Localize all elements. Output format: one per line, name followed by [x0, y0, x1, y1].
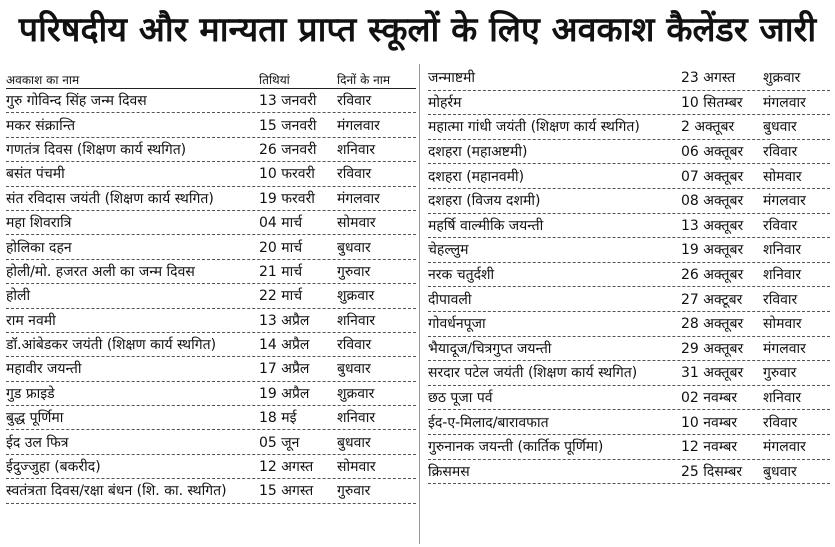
- headline: परिषदीय और मान्यता प्राप्त स्कूलों के लिए अवकाश कैलेंडर जारी: [18, 10, 817, 50]
- holiday-date: 28 अक्तूबर: [681, 316, 744, 333]
- holiday-date: 15 जनवरी: [259, 117, 317, 134]
- holiday-day: रविवार: [763, 291, 798, 308]
- holiday-day: शुक्रवार: [763, 70, 801, 87]
- holiday-date: 07 अक्तूबर: [681, 168, 744, 185]
- table-row: [6, 138, 416, 162]
- table-row: [428, 91, 830, 116]
- holiday-day: रविवार: [763, 144, 798, 161]
- holiday-name: दशहरा (महाअष्टमी): [428, 144, 528, 161]
- table-row: [6, 455, 416, 479]
- holiday-date: 26 अक्तूबर: [681, 267, 744, 284]
- holiday-table-right: [428, 66, 830, 484]
- table-row: [6, 260, 416, 284]
- holiday-name: दशहरा (विजय दशमी): [428, 193, 541, 210]
- holiday-name: जन्माष्टमी: [428, 70, 476, 87]
- holiday-day: रविवार: [763, 217, 798, 234]
- holiday-date: 10 फरवरी: [259, 166, 315, 183]
- table-row: [6, 211, 416, 235]
- table-row: [6, 162, 416, 186]
- holiday-date: 06 अक्तूबर: [681, 144, 744, 161]
- holiday-name: छठ पूजा पर्व: [428, 390, 493, 407]
- table-row: [6, 89, 416, 113]
- holiday-name: मकर संक्रान्ति: [6, 117, 76, 134]
- holiday-name: सरदार पटेल जयंती (शिक्षण कार्य स्थगित): [428, 365, 638, 382]
- table-row: [6, 479, 416, 503]
- holiday-date: 12 नवम्बर: [681, 439, 738, 456]
- holiday-name: होली/मो. हजरत अली का जन्म दिवस: [6, 263, 195, 280]
- holiday-date: 19 अप्रैल: [259, 385, 310, 402]
- holiday-day: शनिवार: [337, 312, 376, 329]
- holiday-day: मंगलवार: [337, 117, 380, 134]
- table-row: [6, 235, 416, 259]
- table-row: [6, 113, 416, 137]
- holiday-name: संत रविदास जयंती (शिक्षण कार्य स्थगित): [6, 190, 214, 207]
- holiday-date: 19 अक्तूबर: [681, 242, 744, 259]
- table-row: [428, 214, 830, 239]
- holiday-date: 08 अक्तूबर: [681, 193, 744, 210]
- holiday-name: ईद-ए-मिलाद/बारावफात: [428, 414, 549, 431]
- table-row: [6, 430, 416, 454]
- holiday-name: महा शिवरात्रि: [6, 215, 72, 232]
- holiday-name: गुरुनानक जयन्ती (कार्तिक पूर्णिमा): [428, 439, 604, 456]
- holiday-name: गणतंत्र दिवस (शिक्षण कार्य स्थगित): [6, 141, 187, 158]
- holiday-name: गोवर्धनपूजा: [428, 316, 486, 333]
- holiday-date: 23 अगस्त: [681, 70, 736, 87]
- holiday-date: 13 अक्तूबर: [681, 217, 744, 234]
- holiday-date: 05 जून: [259, 434, 300, 451]
- holiday-day: शनिवार: [337, 410, 376, 427]
- holiday-name: दशहरा (महानवमी): [428, 168, 525, 185]
- holiday-name: महावीर जयन्ती: [6, 361, 82, 378]
- holiday-date: 12 अगस्त: [259, 459, 314, 476]
- holiday-day: बुधवार: [337, 434, 371, 451]
- holiday-day: सोमवार: [763, 168, 802, 185]
- table-row: [428, 361, 830, 386]
- table-row: [428, 287, 830, 312]
- table-row: [428, 164, 830, 189]
- holiday-name: ईद उल फित्र: [6, 434, 69, 451]
- holiday-date: 25 दिसम्बर: [681, 463, 743, 480]
- holiday-day: मंगलवार: [763, 439, 806, 456]
- holiday-date: 18 मई: [259, 410, 297, 427]
- holiday-name: दीपावली: [428, 291, 472, 308]
- table-row: [428, 115, 830, 140]
- holiday-date: 13 अप्रैल: [259, 312, 310, 329]
- holiday-day: बुधवार: [763, 463, 797, 480]
- holiday-day: मंगलवार: [763, 340, 806, 357]
- table-row: [6, 333, 416, 357]
- column-divider: [419, 64, 420, 544]
- table-row: [428, 386, 830, 411]
- holiday-day: रविवार: [337, 93, 372, 110]
- holiday-day: मंगलवार: [763, 193, 806, 210]
- holiday-day: शनिवार: [763, 242, 802, 259]
- holiday-day: मंगलवार: [763, 94, 806, 111]
- holiday-date: 26 जनवरी: [259, 141, 317, 158]
- holiday-date: 13 जनवरी: [259, 93, 317, 110]
- holiday-date: 22 मार्च: [259, 288, 303, 305]
- holiday-date: 15 अगस्त: [259, 483, 314, 500]
- table-header: [6, 66, 416, 89]
- holiday-name: गुरु गोविन्द सिंह जन्म दिवस: [6, 93, 147, 110]
- holiday-date: 31 अक्तूबर: [681, 365, 744, 382]
- table-row: [6, 284, 416, 308]
- holiday-day: सोमवार: [763, 316, 802, 333]
- holiday-name: महर्षि वाल्मीकि जयन्ती: [428, 217, 544, 234]
- holiday-day: शुक्रवार: [337, 288, 375, 305]
- holiday-day: रविवार: [337, 337, 372, 354]
- table-row: [428, 189, 830, 214]
- table-row: [6, 382, 416, 406]
- holiday-day: मंगलवार: [337, 190, 380, 207]
- holiday-day: शनिवार: [763, 267, 802, 284]
- holiday-day: बुधवार: [337, 239, 371, 256]
- holiday-name: स्वतंत्रता दिवस/रक्षा बंधन (शि. का. स्थगित): [6, 483, 227, 500]
- table-row: [428, 460, 830, 485]
- holiday-date: 19 फरवरी: [259, 190, 315, 207]
- holiday-name: होलिका दहन: [6, 239, 72, 256]
- holiday-date: 04 मार्च: [259, 215, 303, 232]
- holiday-day: सोमवार: [337, 215, 376, 232]
- holiday-date: 10 सितम्बर: [681, 94, 743, 111]
- holiday-rows-left: [6, 89, 416, 504]
- holiday-date: 20 मार्च: [259, 239, 303, 256]
- holiday-day: गुरुवार: [337, 263, 371, 280]
- holiday-name: चेहल्लुम: [428, 242, 469, 259]
- holiday-date: 17 अप्रैल: [259, 361, 310, 378]
- table-row: [428, 140, 830, 165]
- holiday-table-left: [6, 66, 416, 504]
- holiday-name: महात्मा गांधी जयंती (शिक्षण कार्य स्थगित): [428, 119, 640, 136]
- holiday-rows-right: [428, 66, 830, 484]
- holiday-date: 21 मार्च: [259, 263, 303, 280]
- holiday-day: गुरुवार: [763, 365, 797, 382]
- table-row: [6, 406, 416, 430]
- holiday-date: 02 नवम्बर: [681, 390, 738, 407]
- table-row: [428, 263, 830, 288]
- table-row: [428, 66, 830, 91]
- holiday-date: 14 अप्रैल: [259, 337, 310, 354]
- table-row: [6, 309, 416, 333]
- holiday-name: बुद्ध पूर्णिमा: [6, 410, 64, 427]
- holiday-name: गुड फ्राइडे: [6, 385, 55, 402]
- header-date: तिथियां: [259, 73, 290, 87]
- table-row: [428, 238, 830, 263]
- holiday-name: होली: [6, 288, 31, 305]
- holiday-day: रविवार: [337, 166, 372, 183]
- table-row: [6, 357, 416, 381]
- holiday-name: नरक चतुर्दशी: [428, 267, 495, 284]
- header-day-name: दिनों के नाम: [337, 73, 391, 87]
- holiday-name: डॉ.आंबेडकर जयंती (शिक्षण कार्य स्थगित): [6, 337, 217, 354]
- holiday-day: रविवार: [763, 414, 798, 431]
- table-row: [428, 312, 830, 337]
- holiday-day: सोमवार: [337, 459, 376, 476]
- holiday-name: ईदुज्जुहा (बकरीद): [6, 459, 101, 476]
- holiday-day: बुधवार: [763, 119, 797, 136]
- holiday-day: शनिवार: [337, 141, 376, 158]
- table-row: [428, 410, 830, 435]
- holiday-date: 2 अक्तूबर: [681, 119, 735, 136]
- table-row: [428, 435, 830, 460]
- holiday-date: 10 नवम्बर: [681, 414, 738, 431]
- holiday-date: 29 अक्तूबर: [681, 340, 744, 357]
- holiday-day: गुरुवार: [337, 483, 371, 500]
- holiday-name: भैयादूज/चित्रगुप्त जयन्ती: [428, 340, 552, 357]
- table-row: [6, 187, 416, 211]
- holiday-name: क्रिसमस: [428, 463, 470, 480]
- holiday-name: बसंत पंचमी: [6, 166, 65, 183]
- holiday-day: शनिवार: [763, 390, 802, 407]
- holiday-name: मोहर्रम: [428, 94, 462, 111]
- holiday-date: 27 अक्टूबर: [681, 291, 743, 308]
- holiday-day: बुधवार: [337, 361, 371, 378]
- header-holiday-name: अवकाश का नाम: [6, 73, 80, 87]
- holiday-name: राम नवमी: [6, 312, 56, 329]
- holiday-day: शुक्रवार: [337, 385, 375, 402]
- table-row: [428, 337, 830, 362]
